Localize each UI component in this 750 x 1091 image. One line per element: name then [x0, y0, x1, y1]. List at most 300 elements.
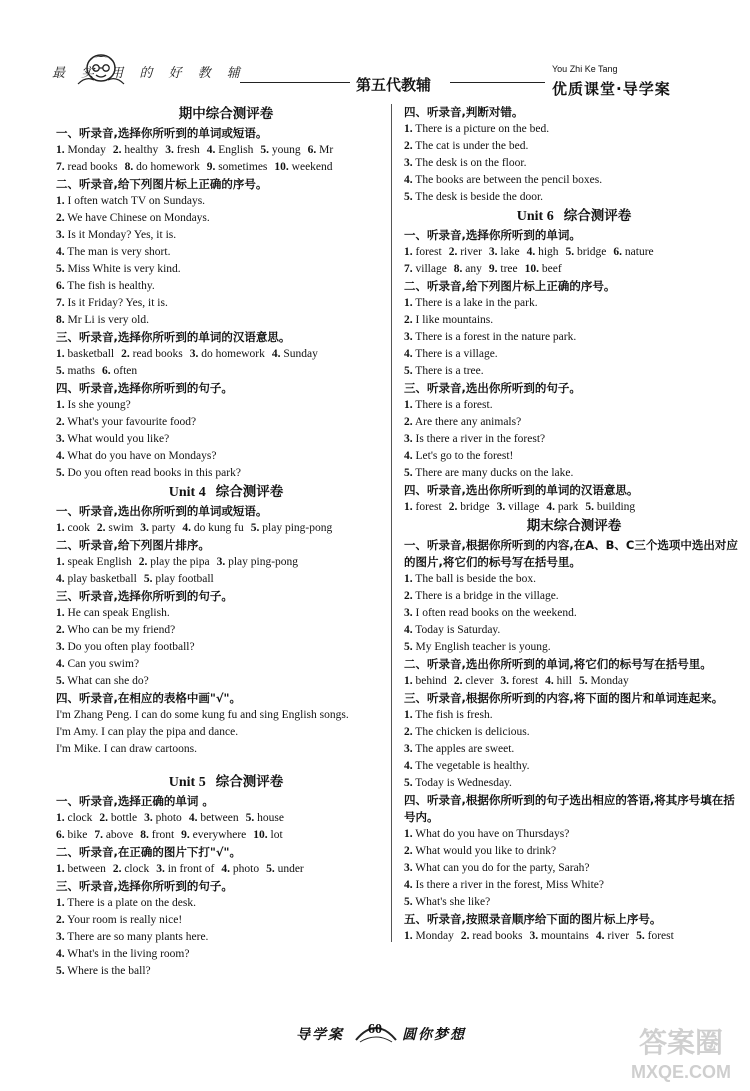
item-number: 3. — [404, 331, 413, 343]
answer-line — [404, 397, 744, 414]
section-title-text: 期末综合测评卷 — [526, 518, 622, 534]
item-number: 8. — [140, 829, 149, 841]
item-text: Is she young? — [67, 399, 131, 411]
item-text: There is a bridge in the village. — [415, 590, 559, 602]
answer-line — [56, 895, 396, 912]
item-text: river — [460, 246, 482, 258]
answer-item — [404, 896, 490, 908]
answer-item — [497, 501, 540, 513]
answer-line — [404, 639, 744, 656]
question-heading: 二、听录音,给下列图片排序。 — [56, 538, 210, 552]
item-number: 4. — [206, 144, 216, 156]
section-title-text: 综合测评卷 — [215, 774, 284, 790]
answer-item — [404, 624, 500, 636]
item-text: above — [105, 829, 134, 841]
item-number: 5. — [266, 863, 275, 875]
section-title-text: 期中综合测评卷 — [178, 106, 274, 122]
answer-line — [404, 346, 744, 363]
item-text: Sunday — [283, 348, 318, 360]
item-text: Miss White is very kind. — [67, 263, 181, 275]
answer-line — [56, 448, 396, 465]
answer-line — [56, 622, 396, 639]
answer-item — [489, 246, 520, 258]
item-number: 2. — [112, 863, 122, 875]
answer-line — [404, 928, 744, 945]
item-text: The cat is under the bed. — [415, 140, 529, 152]
answer-item — [404, 191, 543, 203]
answer-item — [99, 812, 137, 824]
item-number: 1. — [404, 828, 413, 840]
question-heading: 四、听录音,判断对错。 — [404, 105, 524, 119]
answer-item — [404, 743, 514, 755]
answer-line — [404, 571, 744, 588]
answer-item — [56, 522, 90, 534]
item-number: 1. — [56, 897, 65, 909]
answer-item — [113, 144, 158, 156]
page-header — [40, 40, 720, 96]
item-number: 4. — [56, 573, 65, 585]
item-number: 2. — [96, 522, 106, 534]
item-number: 4. — [404, 879, 413, 891]
item-number: 3. — [156, 863, 165, 875]
answer-item — [585, 501, 635, 513]
answer-item — [56, 212, 210, 224]
item-text: young — [271, 144, 301, 156]
header-slogan: 最 实 用 的 好 教 辅 — [52, 66, 246, 81]
item-text: house — [257, 812, 284, 824]
answer-line — [404, 724, 744, 741]
answer-item — [144, 573, 214, 585]
item-number: 1. — [404, 399, 413, 411]
item-number: 5. — [56, 263, 65, 275]
answer-line — [404, 605, 744, 622]
answer-item — [527, 246, 559, 258]
answer-line — [56, 142, 396, 159]
question-heading: 二、听录音,选出你所听到的单词,将它们的标号写在括号里。 — [404, 657, 712, 671]
item-number: 1. — [404, 709, 413, 721]
answer-item — [404, 416, 521, 428]
item-text: Can you swim? — [67, 658, 140, 670]
answer-item — [56, 314, 149, 326]
answer-line — [56, 861, 396, 878]
left-column — [56, 104, 396, 980]
item-text: healthy — [124, 144, 159, 156]
answer-line — [404, 448, 744, 465]
item-number: 5. — [404, 467, 413, 479]
item-number: 4. — [526, 246, 536, 258]
answer-item — [404, 501, 442, 513]
section-title — [56, 105, 396, 124]
answer-line — [56, 605, 396, 622]
answer-line — [56, 741, 396, 758]
item-number: 5. — [56, 467, 65, 479]
item-number: 3. — [404, 862, 413, 874]
item-number: 4. — [56, 948, 65, 960]
item-text: maths — [67, 365, 95, 377]
answer-item — [404, 348, 498, 360]
answer-item — [251, 522, 332, 534]
answer-item — [449, 501, 490, 513]
item-text: weekend — [291, 161, 333, 173]
item-number: 8. — [56, 314, 65, 326]
item-text: There is a forest in the nature park. — [415, 331, 577, 343]
item-number: 5. — [143, 573, 153, 585]
item-number: 10. — [274, 161, 289, 173]
item-text: English — [218, 144, 254, 156]
answer-item — [260, 144, 300, 156]
answer-line — [56, 295, 396, 312]
item-number: 7. — [404, 263, 413, 275]
item-number: 4. — [546, 501, 555, 513]
answer-line — [56, 312, 396, 329]
item-text: front — [151, 829, 175, 841]
item-text: play ping-pong — [262, 522, 333, 534]
item-number: 6. — [307, 144, 317, 156]
question-heading: 三、听录音,选择你所听到的句子。 — [56, 879, 233, 893]
answer-line — [404, 588, 744, 605]
answer-item — [140, 522, 175, 534]
item-text: forest — [415, 501, 442, 513]
item-text: in front of — [167, 863, 215, 875]
answer-line — [404, 414, 744, 431]
item-text: Is it Friday? Yes, it is. — [67, 297, 168, 309]
answer-item — [56, 556, 132, 568]
answer-line — [56, 656, 396, 673]
item-number: 2. — [56, 212, 65, 224]
answer-line — [56, 244, 396, 261]
answer-line — [404, 244, 744, 261]
item-text: I like mountains. — [415, 314, 494, 326]
answer-item — [529, 930, 588, 942]
item-number: 5. — [250, 522, 260, 534]
item-number: 4. — [404, 348, 413, 360]
answer-item — [404, 450, 513, 462]
item-text: high — [538, 246, 559, 258]
item-text: Today is Saturday. — [415, 624, 501, 636]
item-number: 1. — [404, 297, 413, 309]
answer-item — [165, 144, 200, 156]
answer-item — [56, 195, 205, 207]
answer-line — [404, 673, 744, 690]
item-text: I'm Zhang Peng. I can do some kung fu and sing English songs. — [56, 709, 349, 721]
item-text: hill — [556, 675, 572, 687]
answer-item — [56, 812, 92, 824]
answer-item — [125, 161, 200, 173]
item-text: fresh — [176, 144, 200, 156]
item-text: The ball is beside the box. — [415, 573, 537, 585]
answer-line — [404, 295, 744, 312]
question-heading: 四、听录音,根据你所听到的句子选出相应的答语,将其序号填在括号内。 — [404, 793, 735, 824]
answer-item — [489, 263, 518, 275]
item-number: 2. — [448, 501, 458, 513]
answer-line — [56, 946, 396, 963]
header-pinyin: You Zhi Ke Tang — [552, 64, 618, 74]
item-number: 5. — [404, 191, 413, 203]
item-text: bridge — [577, 246, 607, 258]
answer-item — [56, 624, 175, 636]
item-number: 2. — [56, 624, 65, 636]
item-number: 2. — [56, 416, 65, 428]
item-number: 5. — [56, 365, 65, 377]
answer-item — [253, 829, 282, 841]
answer-item — [56, 829, 87, 841]
item-number: 3. — [56, 433, 65, 445]
answer-line — [56, 159, 396, 176]
item-number: 3. — [56, 229, 65, 241]
question-heading: 三、听录音,选出你所听到的句子。 — [404, 381, 581, 395]
section-gap — [56, 758, 396, 772]
watermark-text-bottom: MXQE.COM — [630, 1062, 732, 1082]
answer-item — [404, 365, 484, 377]
item-number: 1. — [404, 246, 413, 258]
answer-item — [404, 862, 590, 874]
item-text: Is it Monday? Yes, it is. — [67, 229, 177, 241]
item-number: 3. — [56, 931, 65, 943]
answer-line — [56, 363, 396, 380]
item-number: 5. — [565, 246, 575, 258]
question-heading: 三、听录音,选择你所听到的单词的汉语意思。 — [56, 330, 291, 344]
item-number: 1. — [56, 195, 65, 207]
item-number: 4. — [182, 522, 192, 534]
item-text: Do you often read books in this park? — [67, 467, 241, 479]
item-text: The desk is on the floor. — [415, 157, 527, 169]
section-title — [404, 207, 744, 226]
item-text: There is a tree. — [415, 365, 484, 377]
answer-item — [56, 863, 106, 875]
answer-item — [404, 140, 528, 152]
answer-item — [102, 365, 137, 377]
answer-line — [56, 963, 396, 980]
section-title — [56, 773, 396, 792]
answer-line — [404, 155, 744, 172]
item-text: The vegetable is healthy. — [415, 760, 530, 772]
item-text: clock — [124, 863, 150, 875]
item-number: 2. — [404, 416, 413, 428]
answer-line — [56, 261, 396, 278]
item-text: basketball — [67, 348, 115, 360]
item-text: I often watch TV on Sundays. — [67, 195, 206, 207]
answer-line — [56, 193, 396, 210]
answer-item — [56, 246, 170, 258]
header-rule-right — [450, 82, 545, 83]
item-number: 2. — [56, 914, 65, 926]
answer-item — [217, 556, 298, 568]
item-text: There is a forest. — [415, 399, 493, 411]
item-text: play basketball — [67, 573, 137, 585]
answer-item — [461, 930, 523, 942]
answer-item — [636, 930, 674, 942]
item-text: Your room is really nice! — [67, 914, 183, 926]
answer-item — [56, 573, 137, 585]
item-number: 1. — [56, 607, 65, 619]
item-text: sometimes — [218, 161, 268, 173]
answer-item — [596, 930, 629, 942]
item-text: play ping-pong — [228, 556, 299, 568]
answer-line — [56, 554, 396, 571]
item-number: 5. — [404, 365, 413, 377]
item-text: mountains — [540, 930, 589, 942]
answer-item — [404, 573, 536, 585]
item-text: Where is the ball? — [67, 965, 151, 977]
item-number: 3. — [500, 675, 510, 687]
answer-line — [404, 261, 744, 278]
item-number: 3. — [404, 157, 413, 169]
item-text: river — [607, 930, 630, 942]
item-number: 2. — [99, 812, 109, 824]
answer-line — [404, 894, 744, 911]
item-number: 4. — [56, 246, 65, 258]
answer-item — [56, 675, 149, 687]
item-number: 4. — [595, 930, 605, 942]
item-number: 6. — [613, 246, 623, 258]
section-title-text: 综合测评卷 — [563, 208, 632, 224]
item-text: lot — [270, 829, 283, 841]
answer-item — [56, 450, 216, 462]
answer-line — [56, 673, 396, 690]
item-text: What do you have on Mondays? — [67, 450, 217, 462]
answer-item — [454, 263, 482, 275]
item-text: building — [596, 501, 636, 513]
item-number: 3. — [189, 348, 199, 360]
item-number: 7. — [94, 829, 103, 841]
answer-line — [56, 346, 396, 363]
item-text: I'm Mike. I can draw cartoons. — [56, 743, 197, 755]
item-number: 8. — [453, 263, 463, 275]
item-text: read books — [67, 161, 118, 173]
item-text: Let's go to the forest! — [415, 450, 514, 462]
answer-line — [404, 741, 744, 758]
answer-item — [56, 467, 241, 479]
item-text: What would you like? — [67, 433, 170, 445]
answer-line — [56, 414, 396, 431]
item-number: 3. — [165, 144, 174, 156]
answer-item — [56, 658, 139, 670]
question-heading: 二、听录音,给下列图片标上正确的序号。 — [404, 279, 616, 293]
item-text: read books — [132, 348, 183, 360]
answer-line — [404, 121, 744, 138]
item-number: 2. — [448, 246, 458, 258]
item-text: Are there any animals? — [414, 416, 522, 428]
answer-line — [404, 707, 744, 724]
item-number: 5. — [245, 812, 255, 824]
answer-line — [56, 227, 396, 244]
answer-item — [274, 161, 332, 173]
answer-item — [56, 641, 195, 653]
answer-line — [404, 312, 744, 329]
answer-item — [56, 709, 349, 721]
answer-item — [246, 812, 284, 824]
item-number: 2. — [138, 556, 148, 568]
item-text: Who can be my friend? — [67, 624, 176, 636]
item-number: 4. — [221, 863, 230, 875]
item-text: nature — [624, 246, 654, 258]
answer-item — [404, 433, 545, 445]
item-text: bottle — [110, 812, 138, 824]
item-number: 6. — [56, 829, 65, 841]
item-number: 4. — [56, 450, 65, 462]
item-number: 7. — [56, 161, 65, 173]
answer-line — [56, 912, 396, 929]
item-text: between — [67, 863, 106, 875]
item-text: The apples are sweet. — [415, 743, 515, 755]
question-heading: 三、听录音,选择你所听到的句子。 — [56, 589, 233, 603]
right-column — [404, 104, 744, 945]
item-text: There is a village. — [415, 348, 498, 360]
answer-item — [404, 467, 573, 479]
answer-item — [566, 246, 607, 258]
item-text: beef — [541, 263, 562, 275]
answer-line — [56, 810, 396, 827]
item-text: The fish is healthy. — [67, 280, 155, 292]
item-text: play football — [155, 573, 214, 585]
section-title-unit: Unit 4 — [168, 485, 206, 500]
item-number: 4. — [545, 675, 554, 687]
answer-line — [56, 639, 396, 656]
answer-item — [272, 348, 318, 360]
answer-item — [181, 829, 246, 841]
question-heading: 一、听录音,选出你所听到的单词或短语。 — [56, 504, 268, 518]
item-number: 5. — [404, 896, 413, 908]
item-text: do homework — [201, 348, 265, 360]
answer-item — [404, 314, 493, 326]
answer-item — [207, 161, 268, 173]
item-text: forest — [647, 930, 674, 942]
item-text: He can speak English. — [67, 607, 170, 619]
item-text: Do you often play football? — [67, 641, 195, 653]
answer-item — [56, 280, 155, 292]
question-heading: 四、听录音,在相应的表格中画"√"。 — [56, 691, 242, 705]
answer-line — [56, 929, 396, 946]
item-number: 2. — [121, 348, 130, 360]
item-number: 4. — [404, 624, 413, 636]
answer-line — [404, 172, 744, 189]
section-title — [56, 483, 396, 502]
item-number: 2. — [112, 144, 122, 156]
answer-line — [404, 431, 744, 448]
answer-item — [404, 726, 530, 738]
answer-line — [56, 571, 396, 588]
answer-line — [404, 465, 744, 482]
item-text: Mr Li is very old. — [67, 314, 149, 326]
answer-item — [404, 641, 551, 653]
item-number: 3. — [404, 743, 413, 755]
answer-item — [56, 161, 118, 173]
item-text: I often read books on the weekend. — [415, 607, 577, 619]
answer-item — [449, 246, 482, 258]
answer-line — [404, 622, 744, 639]
answer-item — [454, 675, 494, 687]
answer-item — [221, 863, 259, 875]
item-text: play the pipa — [150, 556, 210, 568]
item-number: 1. — [56, 399, 65, 411]
answer-item — [404, 845, 556, 857]
answer-item — [56, 607, 170, 619]
item-number: 6. — [101, 365, 111, 377]
item-number: 1. — [404, 675, 413, 687]
item-text: everywhere — [192, 829, 247, 841]
answer-line — [404, 189, 744, 206]
item-number: 3. — [140, 522, 149, 534]
item-number: 1. — [56, 556, 65, 568]
question-heading: 一、听录音,根据你所听到的内容,在A、B、C三个选项中选出对应的图片,将它们的标号写在括号里。 — [404, 538, 738, 569]
item-number: 1. — [56, 522, 65, 534]
item-number: 4. — [188, 812, 198, 824]
answer-item — [545, 675, 572, 687]
item-text: What do you have on Thursdays? — [415, 828, 570, 840]
watermark-text-top: 答案圈 — [638, 1026, 724, 1059]
item-number: 1. — [56, 812, 65, 824]
answer-item — [56, 399, 131, 411]
